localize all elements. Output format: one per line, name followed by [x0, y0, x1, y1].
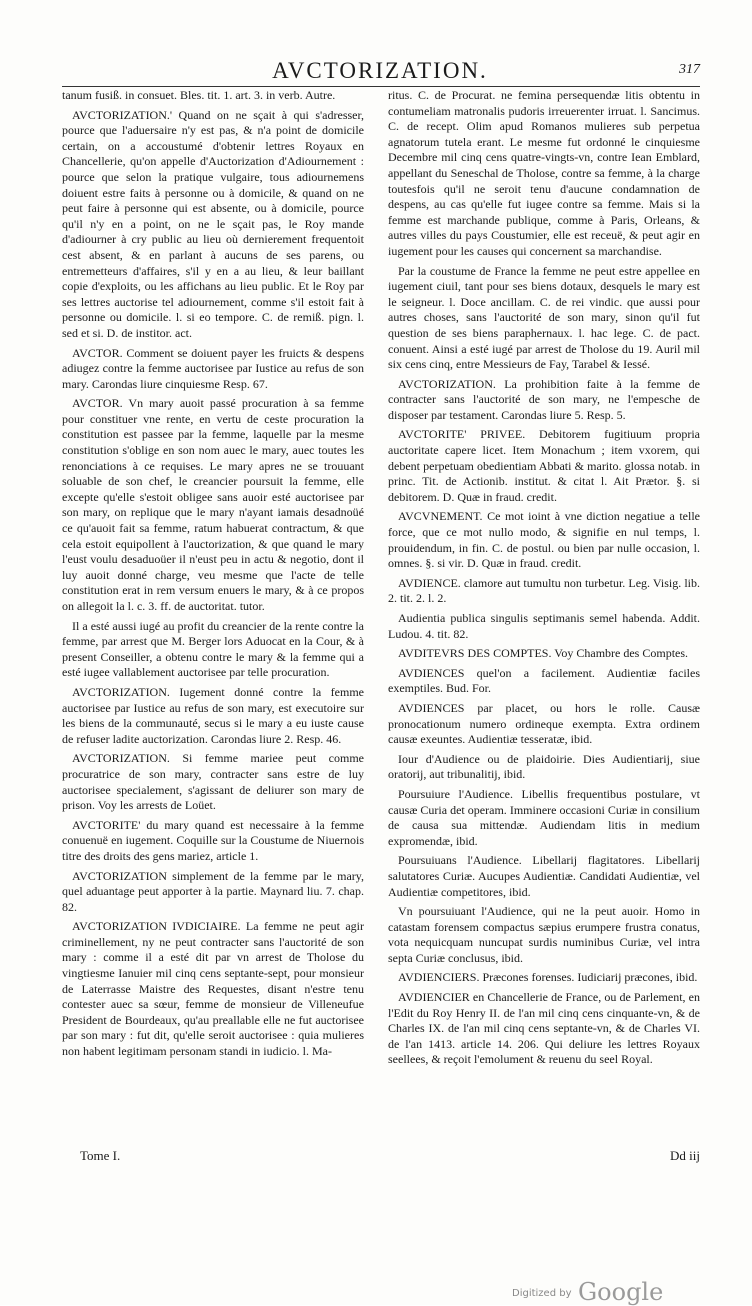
- running-header: [60, 58, 700, 88]
- paragraph: AVCTORITE' du mary quand est necessaire à la femme conuenuë en iugement. Coquille sur la Coustume de Niuernois titre des droits des gens mariez, article 1.: [62, 817, 364, 863]
- paragraph: Audientia publica singulis septimanis semel habenda. Addit. Ludou. 4. tit. 82.: [388, 611, 700, 641]
- paragraph: AVCTORIZATION. La prohibition faite à la femme de contracter sans l'auctorité de son mary, ne l'empesche de disposer par testament. Carondas liure 5. Resp. 5.: [388, 376, 700, 422]
- paragraph: tanum fusiß. in consuet. Bles. tit. 1. art. 3. in verb. Autre.: [62, 88, 336, 102]
- signature-mark: Dd iij: [670, 1148, 700, 1163]
- running-title: AVCTORIZATION.: [272, 58, 488, 83]
- paragraph: Poursuiure l'Audience. Libellis frequentibus postulare, vt causæ Curia det operam. Imminere occasioni Curiæ in consilium de causa sua mittendæ. Audiendam litis in medium expromendæ, ibid.: [388, 786, 700, 848]
- paragraph: Par la coustume de France la femme ne peut estre appellee en iugement ciuil, tant pour ses biens dotaux, desquels le mary est le seigneur. l. Doce ancillam. C. de rei vindic. que aussi pour autres choses, sans l'auctorité de son mary, sinon qu'il fut question de ses biens paraphernaux. l. hac lege. C. de pact. conuent. Ainsi a esté iugé par arrest de Tholose du 19. Auril mil six cens cinq, entre Messieurs de Fay, Tarabel & Iessé.: [388, 263, 700, 372]
- paragraph: AVCVNEMENT. Ce mot ioint à vne diction negatiue a telle force, que ce mot nullo modo, & signifie en nul temps, l. prouidendum, in fin. C. de postul. ou bien par nulle occasion, l. omnes. §. si vir. D. Quæ in fraud. credit.: [388, 509, 700, 571]
- page-number: 317: [679, 62, 700, 77]
- paragraph: Vn poursuiuant l'Audience, qui ne la peut auoir. Homo in catastam forensem compactus sæpius erumpere frustra conatus, vota nequicquam nuncupat surdis numinibus Curiæ, vel intra septa Curiæ conclusus, ibid.: [388, 904, 700, 965]
- paragraph: ritus. C. de Procurat. ne femina persequendæ litis obtentu in contumeliam matronalis pudoris irreuerenter irruat. l. Sancimus. C. de recept. Olim apud Romanos mulieres sub perpetua agnatorum tutela erant. Le mesme fut ordonné le cinquiesme Decembre mil cinq cens quatre-vingts-vn, contre Iean Emblard, appellant du Seneschal de Tholose, contre sa femme, à la charge toutesfois qu'il ne seroit tenu d'aucune condamnation de despens, au cas qu'elle fut iugee contre sa femme. Mais si la femme est marchande publique, comme à Paris, Orleans, & autres villes du pays Coustumier, elle est receuë, & peut agir en iugement pour les causes qui concernent sa marchandise.: [388, 88, 700, 258]
- paragraph: AVCTORIZATION. Iugement donné contre la femme auctorisee par Iustice au refus de son mary, est executoire sur les biens de la communauté, secus si le mary a eu iuste cause de refuser ladite auctorization. Carondas liure 2. Resp. 46.: [62, 684, 364, 746]
- paragraph: Iour d'Audience ou de plaidoirie. Dies Audientiarij, siue oratorij, aut tribunalitij, ibid.: [388, 751, 700, 782]
- tome-label: Tome I.: [80, 1148, 121, 1163]
- watermark-prefix: Digitized by: [512, 1288, 572, 1299]
- paragraph: Poursuiuans l'Audience. Libellarij flagitatores. Libellarij salutatores Curiæ. Aucupes Audientiæ. Candidati Audientiæ, vel Audientiæ competitores, ibid.: [388, 853, 700, 899]
- paragraph: AVCTOR. Comment se doiuent payer les fruicts & despens adiugez contre la femme auctorisee par Iustice au refus de son mary. Carondas liure cinquiesme Resp. 67.: [62, 345, 364, 391]
- paragraph: AVCTORIZATION simplement de la femme par le mary, quel aduantage peut apporter à la partie. Maynard liu. 7. chap. 82.: [62, 868, 364, 914]
- paragraph: AVDIENCIER en Chancellerie de France, ou de Parlement, en l'Edit du Roy Henry II. de l'an mil cinq cens cinquante-vn, & de Charles IX. de l'an mil cinq cens septante-vn, & de Charles VI. de l'an 1413. article 14. 206. Qui deliure les lettres Royaux seellees, & reçoit l'emolument & reuenu du seel Royal.: [388, 990, 700, 1067]
- paragraph: AVDIENCES par placet, ou hors le rolle. Causæ pronocationum numero ordineque exempta. Extra ordinem causæ exeuntes. Audientiæ tesseratæ, ibid.: [388, 700, 700, 747]
- paragraph: AVCTORITE' PRIVEE. Debitorem fugitiuum propria auctoritate capere licet. Item Monachum ; item vxorem, qui debent perpetuam obedientiam Abbati & marito. glossa notab. in princ. Tit. de Actionib. institut. & citat l. Ait Prætor. §. si debitorem. D. Quæ in fraud. credit.: [388, 427, 700, 504]
- paragraph: AVCTOR. Vn mary auoit passé procuration à sa femme pour constituer vne rente, en vertu de ceste procuration la constitution est passee par la femme, laquelle par la mesme constitution s'oblige en son nom auec le mary, auec toutes les renonciations à ce requises. Le mary apres ne se trouuant soluable de son chef, le creancier poursuit la femme, elle excepte qu'elle s'estoit obligee sans auoir esté auctorisee par son mary, on replique que le mary n'ayant iamais desadnoüé ce qu'auoit fait sa femme, ratum habuerat contractum, & que cela estoit equipollent à l'auctorization, & que quand le mary l'eust voulu desaduoüer il n'eust peu in actu & negotio, dont il luy auoit donné charge, veu mesme que l'acte de telle constitution erat in rem versum enuers le mary, & à ce propos on allegoit la l. c. 3. ff. de auctoritat. tutor.: [62, 396, 364, 613]
- paragraph: AVDIENCIERS. Præcones forenses. Iudiciarij præcones, ibid.: [398, 970, 698, 985]
- paragraph: AVCTORIZATION.' Quand on ne sçait à qui s'adresser, pource que l'aduersaire n'y est pas, & n'a point de domicile certain, on a accoustumé d'obtenir lettres Royaux en Chancellerie, qu'on appelle d'Auctorization d'Adiournement : pource que selon la pratique vulgaire, tous adiournemens doiuent estre faits à personne ou à domicile, & quand on ne peut faire à personne qui est absente, ou à domicile, pource qu'il n'y en a point, on ne le sçait pas, le Roy mande d'adiourner à cry public au lieu où dernierement frequentoit cest absent, & en parlant à aucuns de ses parens, ou entremetteurs d'affaires, s'il y en a au lieu, & leur baillant copie d'exploits, ou les affichans au lieu public. Et le Roy par ses lettres auctorise tel adiournement, comme s'il estoit fait à personne ou domicile. l. si eo tempore. C. de remiß. pign. l. sed et si. D. de institor. act.: [62, 107, 364, 340]
- paragraph: AVCTORIZATION IVDICIAIRE. La femme ne peut agir criminellement, ny ne peut contracter sans l'auctorité de son mary : comme il a esté dit par vn arrest de Tholose du vingtiesme Ianuier mil cinq cens septante-sept, pour monsieur de Laterrasse Maistre des Requestes, disant n'estre tenu contester auec sa sœur, femme de monsieur de Villeneufue President de Bourdeaux, qu'au preallable elle ne fut auctorisee par son mary : fut dit, qu'elle seroit auctorisee : quia mulieres non habent legitimam personam standi in iudicio. l. Ma-: [62, 919, 364, 1059]
- paragraph: AVCTORIZATION. Si femme mariee peut comme procuratrice de son mary, contracter sans estre de luy auctorisee specialement, s'agissant de deliurer son mary de prison. Voy les arrests de Loüet.: [62, 751, 364, 813]
- right-column: [388, 88, 700, 1072]
- left-column: [62, 88, 364, 1064]
- paragraph: AVDIENCES quel'on a facilement. Audientiæ faciles exemptiles. Bud. For.: [388, 665, 700, 696]
- header-rule: [62, 86, 700, 87]
- paragraph: AVDITEVRS DES COMPTES. Voy Chambre des Comptes.: [398, 646, 689, 661]
- paragraph: Il a esté aussi iugé au profit du creancier de la rente contre la femme, par arrest que M. Berger lors Aduocat en la Cour, & à present Conseiller, a obtenu contre le mary & la femme qui a esté iugee vallablement auctorisee par telle procuration.: [62, 618, 364, 680]
- paragraph: AVDIENCE. clamore aut tumultu non turbetur. Leg. Visig. lib. 2. tit. 2. l. 2.: [388, 575, 700, 606]
- google-logo: Google: [578, 1278, 664, 1306]
- page-footer: [62, 1148, 700, 1168]
